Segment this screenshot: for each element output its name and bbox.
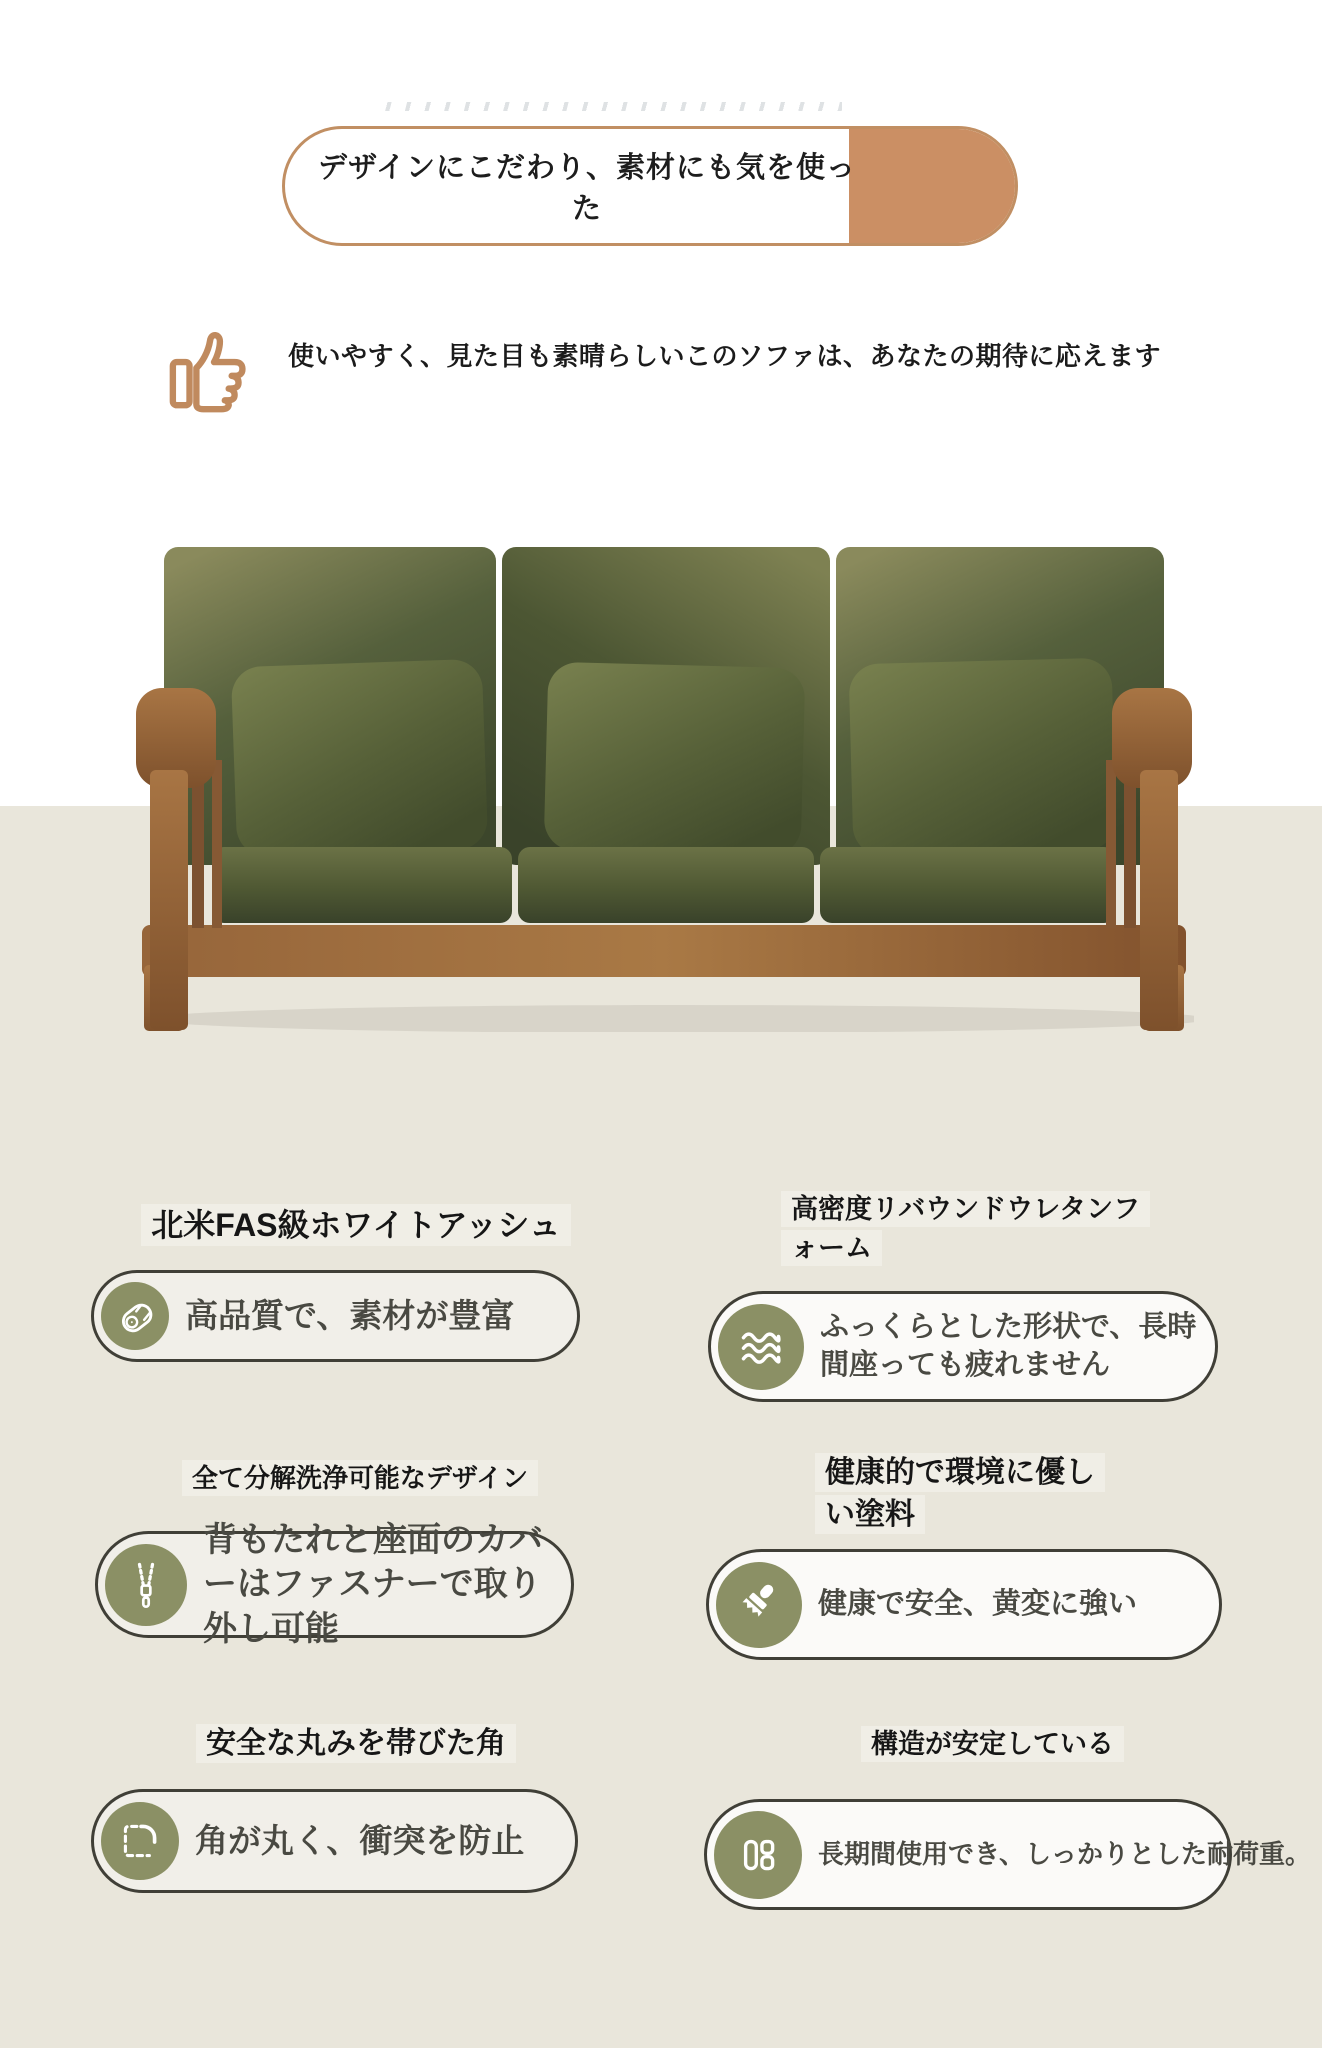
throw-pillows bbox=[231, 658, 1117, 858]
feature-heading-washable: 全て分解洗浄可能なデザイン bbox=[110, 1458, 610, 1495]
feature-heading-corners: 安全な丸みを帯びた角 bbox=[106, 1718, 606, 1762]
feature-heading-wood: 北米FAS級ホワイトアッシュ bbox=[106, 1200, 606, 1246]
paint-brush-icon bbox=[716, 1562, 802, 1648]
feature-text-paint: 健康で安全、黄変に強い bbox=[818, 1587, 1138, 1620]
structure-icon bbox=[714, 1811, 802, 1899]
feature-pill-wood bbox=[91, 1270, 580, 1362]
feature-pill-washable bbox=[95, 1521, 574, 1648]
tagline-text: 使いやすく、見た目も素晴らしいこのソファは、あなたの期待に応えます bbox=[288, 341, 1161, 371]
feature-pill-foam bbox=[708, 1291, 1218, 1402]
feature-heading-foam: 高密度リバウンドウレタンフォーム bbox=[781, 1190, 1153, 1268]
feature-pill-paint bbox=[706, 1549, 1222, 1660]
feature-text-washable: 背もたれと座面のカバーはファスナーで取り外し可能 bbox=[203, 1521, 543, 1648]
feature-text-corners: 角が丸く、衝突を防止 bbox=[195, 1821, 525, 1859]
sofa-shadow bbox=[149, 1005, 1194, 1032]
feature-heading-paint: 健康的で環境に優しい塗料 bbox=[815, 1452, 1115, 1536]
feature-pill-structure bbox=[704, 1799, 1311, 1910]
sofa-product-image bbox=[134, 545, 1194, 1032]
feature-text-structure: 長期間使用でき、しっかりとした耐荷重。 bbox=[818, 1838, 1311, 1869]
rounded-corner-icon bbox=[101, 1802, 179, 1880]
section-title-banner bbox=[282, 126, 1018, 246]
feature-text-wood: 高品質で、素材が豊富 bbox=[185, 1296, 515, 1334]
front-rail bbox=[142, 925, 1186, 977]
seat-cushions bbox=[212, 847, 1116, 923]
thumbs-up-icon bbox=[166, 318, 264, 418]
banner-title: デザインにこだわり、素材にも気を使った bbox=[318, 152, 856, 225]
banner-accent-block bbox=[849, 126, 1018, 246]
zipper-icon bbox=[105, 1544, 187, 1626]
feature-heading-structure: 構造が安定している bbox=[861, 1722, 1281, 1761]
feature-pill-corners bbox=[91, 1789, 578, 1893]
feature-text-foam: ふっくらとした形状で、長時間座っても疲れません bbox=[820, 1310, 1197, 1381]
foam-waves-icon bbox=[718, 1304, 804, 1390]
decorative-dashes bbox=[372, 102, 842, 111]
log-icon bbox=[101, 1282, 169, 1350]
